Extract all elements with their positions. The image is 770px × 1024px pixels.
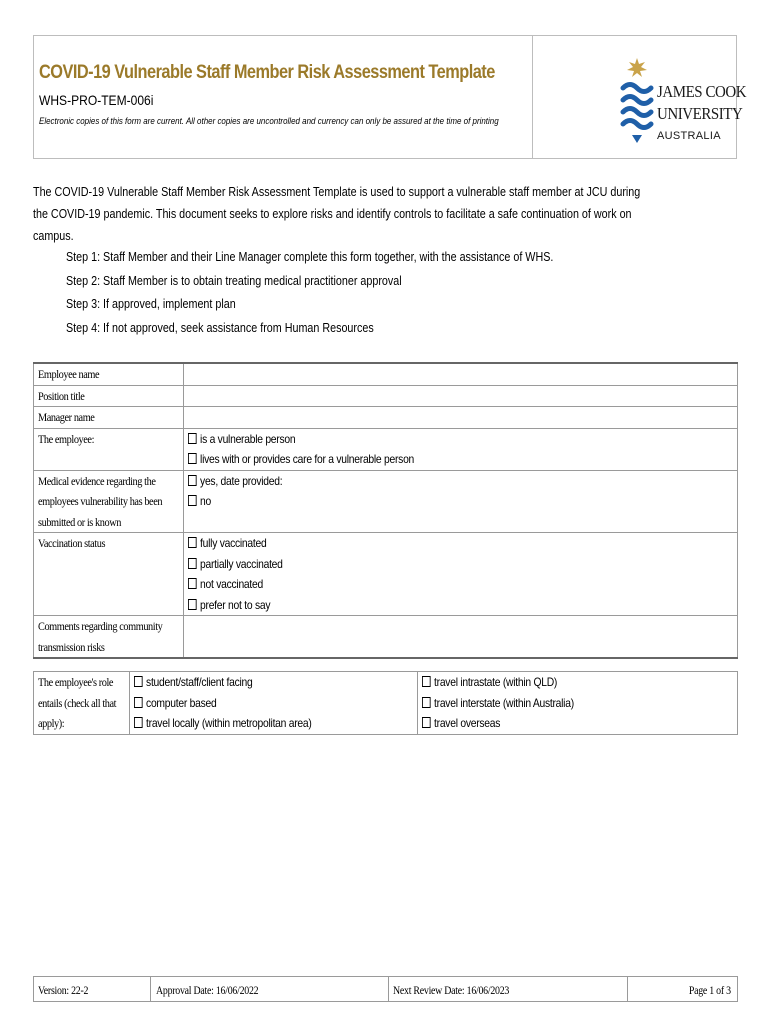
table-row (34, 428, 738, 470)
step-3: Step 3: If approved, implement plan (66, 297, 236, 311)
document-note: Electronic copies of this form are current. All other copies are uncontrolled and currency can only be assured at the time of printing (39, 116, 499, 127)
checkbox-client-facing[interactable]: student/staff/client facing (134, 672, 377, 693)
checkbox-fully-vaccinated[interactable]: fully vaccinated (188, 533, 660, 554)
checkbox-icon[interactable] (134, 676, 143, 687)
comments-field[interactable] (183, 616, 737, 659)
checkbox-travel-locally[interactable]: travel locally (within metropolitan area) (134, 713, 377, 734)
position-title-label: Position title (34, 385, 184, 407)
checkbox-icon[interactable] (134, 717, 143, 728)
intro-paragraph: The COVID-19 Vulnerable Staff Member Risk Assessment Template is used to support a vulnerable staff member at JCU during the COVID-19 pandemic. This document seeks to explore risks and identify controls to facilitate a safe continuation of work on campus. (33, 185, 641, 243)
steps-list (66, 246, 633, 340)
table-row (34, 533, 738, 616)
checkbox-travel-interstate[interactable]: travel interstate (within Australia) (422, 693, 693, 714)
table-row (34, 385, 738, 407)
checkbox-travel-intrastate[interactable]: travel intrastate (within QLD) (422, 672, 693, 693)
checkbox-icon[interactable] (188, 453, 197, 464)
table-row (34, 616, 738, 659)
the-employee-label: The employee: (34, 428, 184, 470)
logo-text-james-cook: JAMES COOK (657, 82, 747, 101)
header-divider (532, 36, 533, 158)
footer-version: Version: 22-2 (38, 985, 89, 997)
checkbox-yes-date-provided[interactable]: yes, date provided: (188, 471, 660, 492)
checkbox-computer-based[interactable]: computer based (134, 693, 377, 714)
checkbox-icon[interactable] (422, 697, 431, 708)
checkbox-icon[interactable] (188, 578, 197, 589)
document-header (33, 35, 747, 159)
step-4: Step 4: If not approved, seek assistance from Human Resources (66, 320, 374, 335)
checkbox-icon[interactable] (134, 697, 143, 708)
step-1: Step 1: Staff Member and their Line Manager complete this form together, with the assistance of WHS. (66, 250, 554, 264)
checkbox-icon[interactable] (188, 537, 197, 548)
footer-divider (150, 977, 151, 1001)
checkbox-icon[interactable] (188, 558, 197, 569)
employee-name-label: Employee name (34, 363, 184, 385)
checkbox-travel-overseas[interactable]: travel overseas (422, 713, 693, 734)
medical-evidence-options (183, 470, 737, 533)
role-options-col2 (417, 672, 737, 735)
document-footer (33, 976, 738, 1002)
comments-label: Comments regarding community transmission risks (34, 616, 184, 659)
table-row (34, 470, 738, 533)
checkbox-partially-vaccinated[interactable]: partially vaccinated (188, 554, 660, 575)
checkbox-icon[interactable] (188, 599, 197, 610)
table-row (34, 672, 738, 735)
document-code: WHS-PRO-TEM-006i (39, 92, 154, 108)
logo-text-australia: AUSTRALIA (657, 130, 721, 142)
footer-review-date: Next Review Date: 16/06/2023 (393, 985, 510, 997)
footer-page-number: Page 1 of 3 (689, 985, 731, 997)
checkbox-icon[interactable] (188, 475, 197, 486)
medical-evidence-label: Medical evidence regarding the employees vulnerability has been submitted or is known (34, 470, 184, 533)
table-row (34, 407, 738, 429)
checkbox-not-vaccinated[interactable]: not vaccinated (188, 574, 660, 595)
document-title: COVID-19 Vulnerable Staff Member Risk Assessment Template (39, 62, 495, 83)
checkbox-prefer-not-to-say[interactable]: prefer not to say (188, 595, 660, 616)
footer-divider (627, 977, 628, 1001)
jcu-wave-icon (619, 48, 655, 148)
the-employee-options (183, 428, 737, 470)
checkbox-icon[interactable] (188, 433, 197, 444)
step-2: Step 2: Staff Member is to obtain treating medical practitioner approval (66, 273, 402, 288)
checkbox-icon[interactable] (188, 495, 197, 506)
logo-text-university: UNIVERSITY (657, 104, 743, 123)
role-label: The employee's role entails (check all that apply): (34, 672, 130, 735)
employee-name-field[interactable] (183, 363, 737, 385)
manager-name-label: Manager name (34, 407, 184, 429)
checkbox-icon[interactable] (422, 676, 431, 687)
manager-name-field[interactable] (183, 407, 737, 429)
checkbox-cares-for-vulnerable[interactable]: lives with or provides care for a vulnerable person (188, 449, 660, 470)
checkbox-no[interactable]: no (188, 491, 660, 512)
checkbox-vulnerable-person[interactable]: is a vulnerable person (188, 429, 660, 450)
footer-divider (388, 977, 389, 1001)
table-row (34, 363, 738, 385)
employee-role-table (33, 671, 738, 735)
vaccination-status-label: Vaccination status (34, 533, 184, 616)
position-title-field[interactable] (183, 385, 737, 407)
footer-approval-date: Approval Date: 16/06/2022 (156, 985, 259, 997)
jcu-logo (619, 48, 747, 148)
employee-form-table (33, 362, 738, 659)
vaccination-status-options (183, 533, 737, 616)
checkbox-icon[interactable] (422, 717, 431, 728)
role-options-col1 (129, 672, 417, 735)
